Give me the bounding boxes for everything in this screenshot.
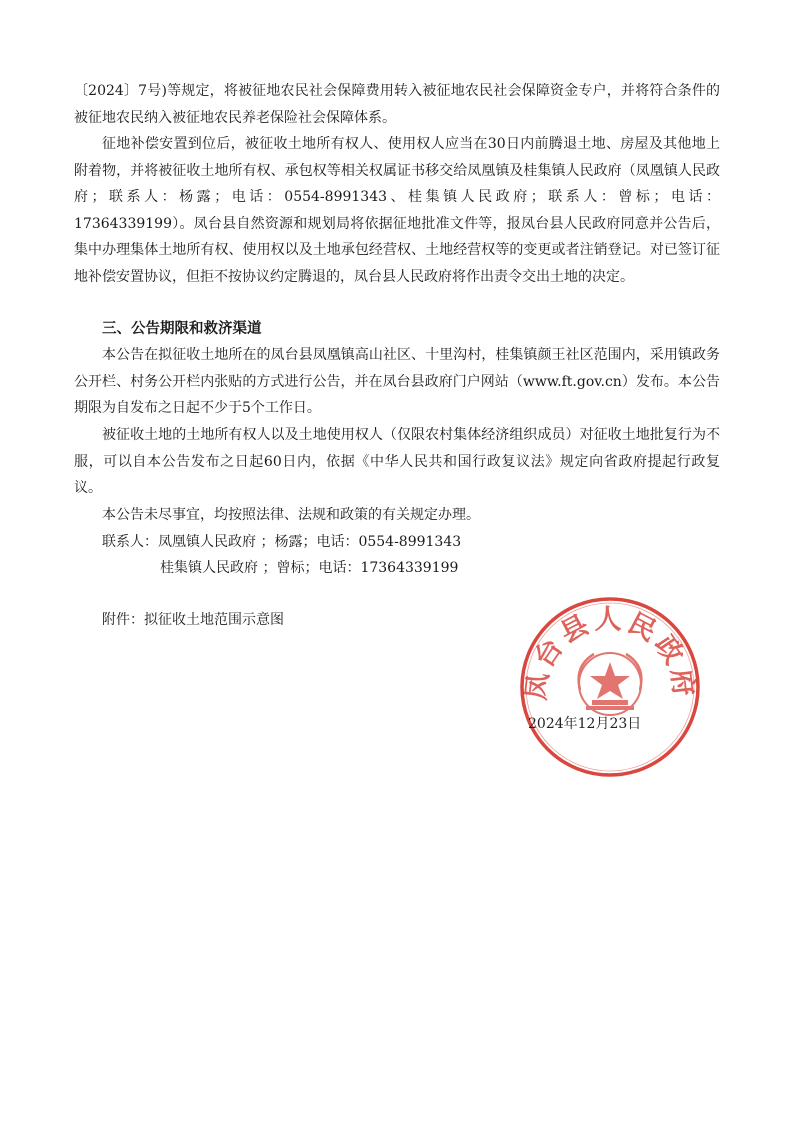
svg-text:凤台县人民政府: 凤台县人民政府	[520, 604, 700, 702]
contact-line-fenghuang: 联系人：凤凰镇人民政府 ；杨露；电话：0554-8991343	[102, 534, 462, 550]
paragraph-administrative-review: 被征收土地的土地所有权人以及土地使用权人（仅限农村集体经济组织成员）对征收土地批复行为不服，可以自本公告发布之日起60日内，依据《中华人民共和国行政复议法》规定向省政府提起行政复议。	[74, 427, 720, 496]
contact-line-guiji: 桂集镇人民政府 ；曾标；电话：17364339199	[160, 560, 459, 576]
attachment-note: 附件：拟征收土地范围示意图	[102, 612, 284, 628]
issue-date: 2024年12月23日	[528, 716, 642, 732]
paragraph-social-security: 〔2024〕7号)等规定，将被征地农民社会保障费用转入被征地农民社会保障资金专户，并将符合条件的被征地农民纳入被征地农民养老保险社会保障体系。	[74, 83, 720, 126]
section-heading-notice-period: 三、公告期限和救济渠道	[102, 321, 262, 337]
official-seal-icon	[517, 594, 703, 780]
paragraph-notice-scope: 本公告在拟征收土地所在的凤台县凤凰镇高山社区、十里沟村，桂集镇颜王社区范围内，采用镇政务公开栏、村务公开栏内张贴的方式进行公告，并在凤台县政府门户网站（www.ft.gov.cn）发布。本公告期限为自发布之日起不少于5个工作日。	[74, 347, 720, 416]
paragraph-land-handover: 征地补偿安置到位后，被征收土地所有权人、使用权人应当在30日内前腾退土地、房屋及其他地上附着物，并将被征收土地所有权、承包权等相关权属证书移交给凤凰镇及桂集镇人民政府（凤凰镇人民政府；联系人：杨露；电话：0554-8991343、桂集镇人民政府；联系人：曾标；电话：17364339199）。凤台县自然资源和规划局将依据征地批准文件等，报凤台县人民政府同意并公告后，集中办理集体土地所有权、使用权以及土地承包经营权、土地经营权等的变更或者注销登记。对已签订征地补偿安置协议，但拒不按协议约定腾退的，凤台县人民政府将作出责令交出土地的决定。	[74, 136, 720, 285]
paragraph-other-matters: 本公告未尽事宜，均按照法律、法规和政策的有关规定办理。	[102, 507, 480, 523]
